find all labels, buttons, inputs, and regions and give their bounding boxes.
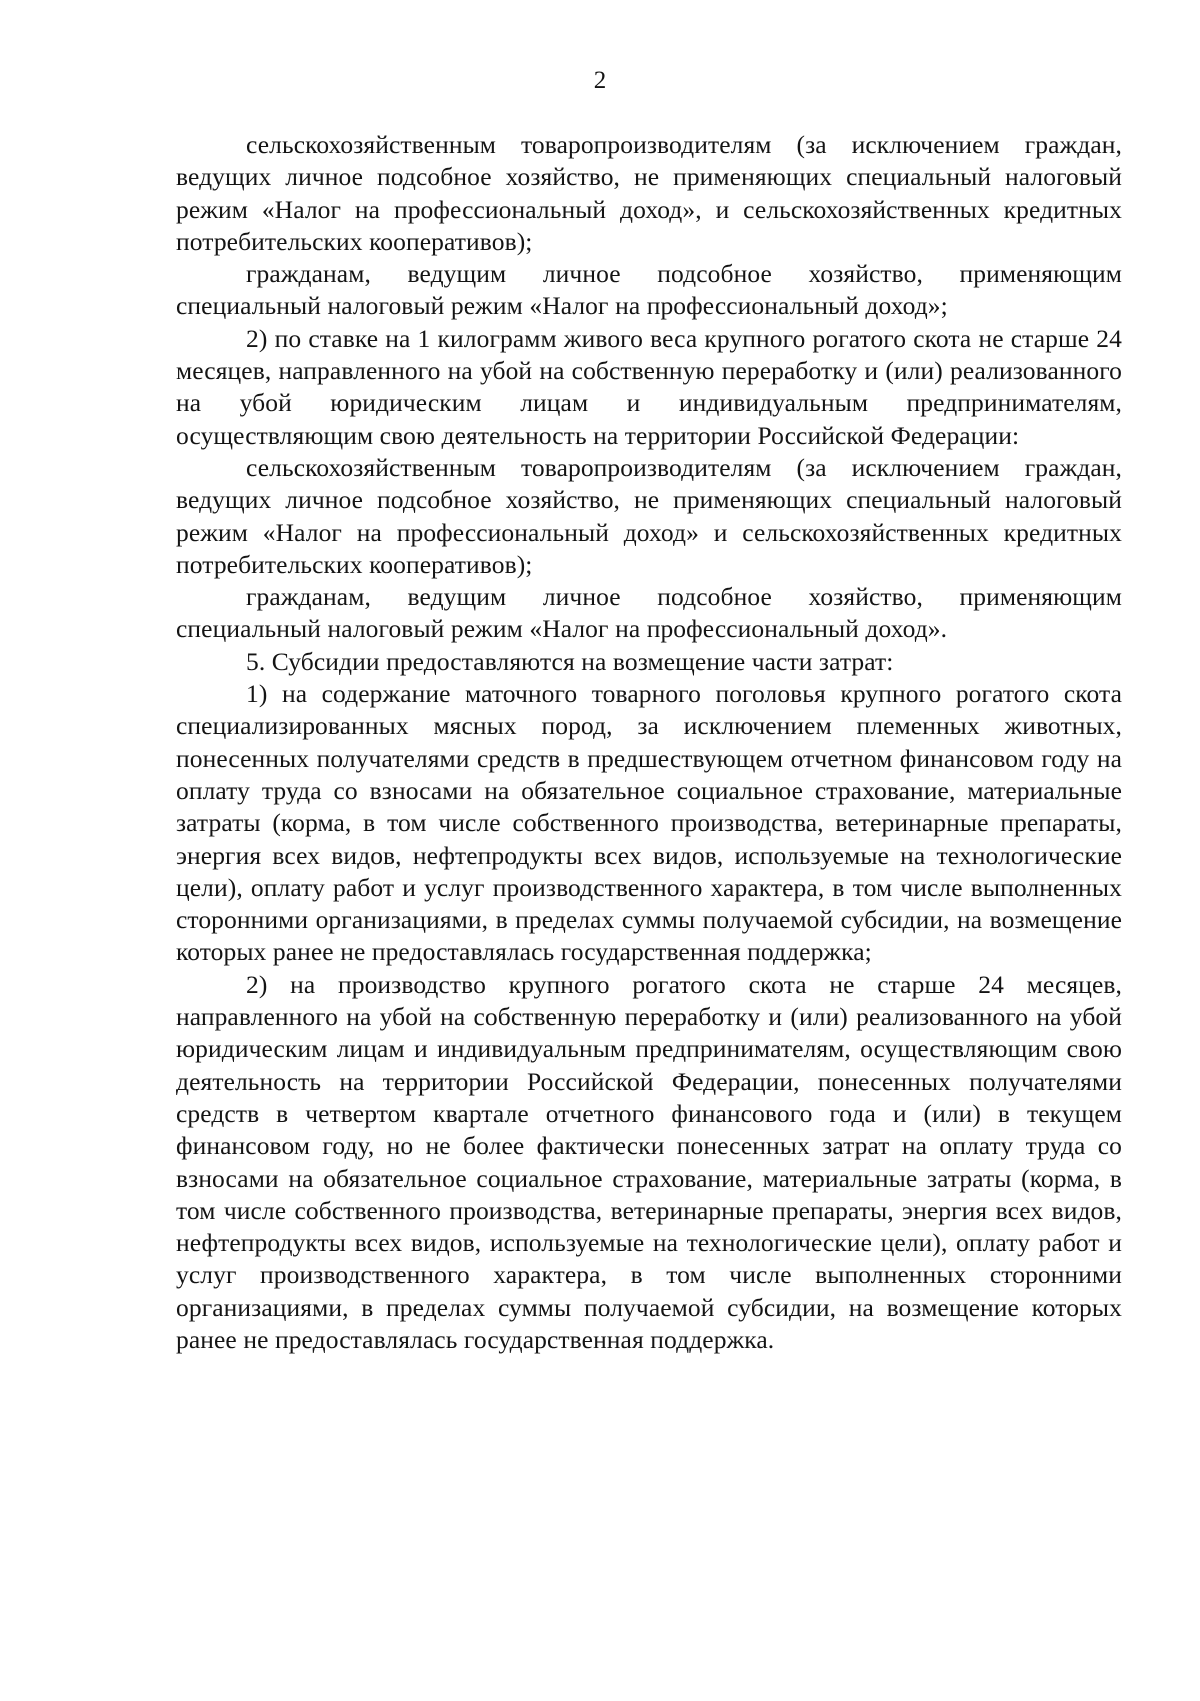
document-body bbox=[176, 129, 1122, 1356]
paragraph-citizens-1: гражданам, ведущим личное подсобное хозяйство, применяющим специальный налоговый режим «Налог на профессиональный доход»; bbox=[176, 259, 1122, 321]
paragraph-item-2-cattle-production: 2) на производство крупного рогатого скота не старше 24 месяцев, направленного на убой на собственную переработку и (или) реализованного на убой юридическим лицам и индивидуальным предпринимателям, осуществляющим свою деятельность на территории Российской Федерации, понесенных получателями средств в четвертом квартале отчетного финансового года и (или) в текущем финансовом году, но не более фактически понесенных затрат на оплату труда со взносами на обязательное социальное страхование, материальные затраты (корма, в том числе собственного производства, ветеринарные препараты, энергия всех видов, нефтепродукты всех видов, используемые на технологические цели), оплату работ и услуг производственного характера, в том числе выполненных сторонними организациями, в пределах суммы получаемой субсидии, на возмещение которых ранее не предоставлялась государственная поддержка. bbox=[176, 969, 1122, 1354]
paragraph-producers-1: сельскохозяйственным товаропроизводителям (за исключением граждан, ведущих личное подсобное хозяйство, не применяющих специальный налоговый режим «Налог на профессиональный доход», и сельскохозяйственных кредитных потребительских кооперативов); bbox=[176, 130, 1122, 256]
paragraph-citizens-2: гражданам, ведущим личное подсобное хозяйство, применяющим специальный налоговый режим «Налог на профессиональный доход». bbox=[176, 582, 1122, 644]
paragraph-item-1-breeding-stock: 1) на содержание маточного товарного поголовья крупного рогатого скота специализированных мясных пород, за исключением племенных животных, понесенных получателями средств в предшествующем отчетном финансовом году на оплату труда со взносами на обязательное социальное страхование, материальные затраты (корма, в том числе собственного производства, ветеринарные препараты, энергия всех видов, нефтепродукты всех видов, используемые на технологические цели), оплату работ и услуг производственного характера, в том числе выполненных сторонними организациями, в пределах суммы получаемой субсидии, на возмещение которых ранее не предоставлялась государственная поддержка; bbox=[176, 679, 1122, 967]
paragraph-producers-2: сельскохозяйственным товаропроизводителям (за исключением граждан, ведущих личное подсобное хозяйство, не применяющих специальный налоговый режим «Налог на профессиональный доход» и сельскохозяйственных кредитных потребительских кооперативов); bbox=[176, 452, 1122, 579]
paragraph-section-5: 5. Субсидии предоставляются на возмещение части затрат: bbox=[246, 646, 894, 676]
paragraph-rate-per-kilogram: 2) по ставке на 1 килограмм живого веса крупного рогатого скота не старше 24 месяцев, направленного на убой на собственную переработку и (или) реализованного на убой юридическим лицам и индивидуальным предпринимателям, осуществляющим свою деятельность на территории Российской Федерации: bbox=[176, 323, 1122, 450]
page-number: 2 bbox=[593, 67, 607, 94]
